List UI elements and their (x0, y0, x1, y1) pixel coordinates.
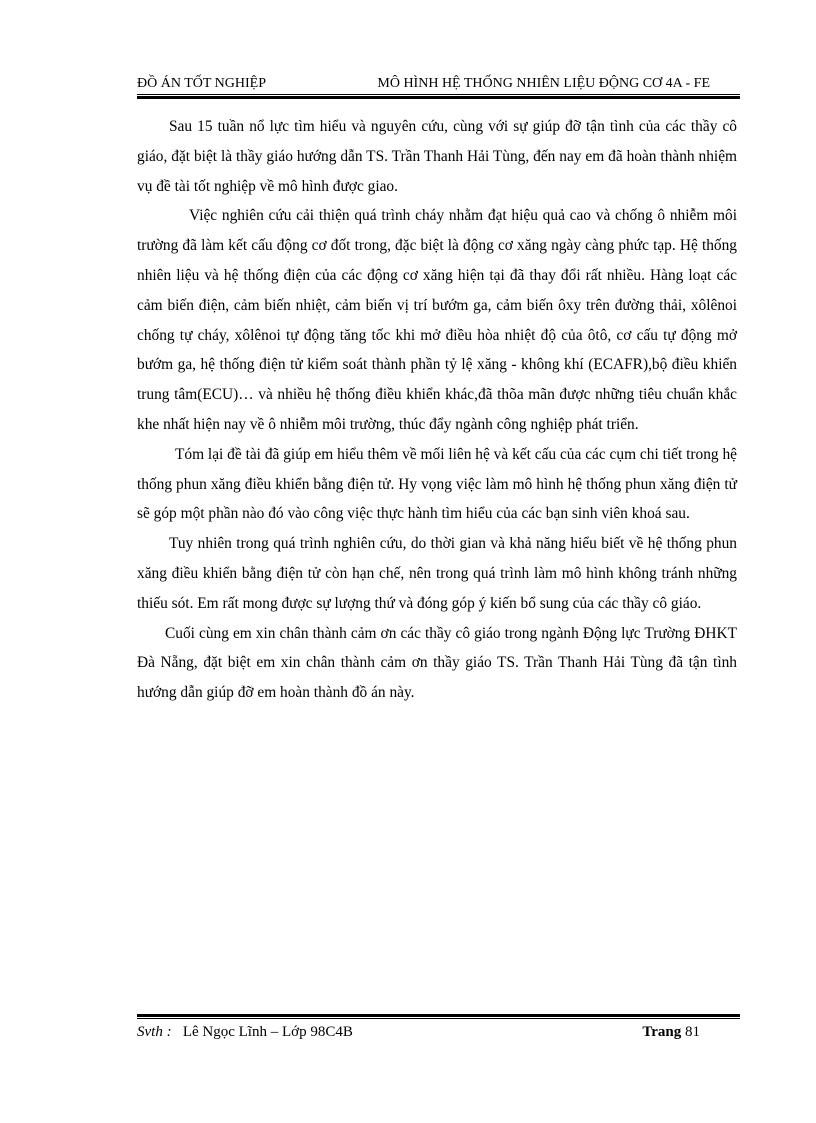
footer-rule-thick (137, 1014, 740, 1017)
footer-svth-label: Svth : (137, 1024, 172, 1040)
footer-rule-thin (137, 1018, 740, 1019)
footer-page-block (642, 1022, 700, 1042)
paragraph-3: Tóm lại đề tài đã giúp em hiểu thêm về mối liên hệ và kết cấu của các cụm chi tiết trong hệ thống phun xăng điều khiển bằng điện tử. Hy vọng việc làm mô hình hệ thống phun xăng điện tử sẽ góp một phần nào đó vào công việc thực hành tìm hiểu của các bạn sinh viên khoá sau. (137, 445, 737, 523)
paragraph-5: Cuối cùng em xin chân thành cảm ơn các thầy cô giáo trong ngành Động lực Trường ĐHKT Đà Nẵng, đặt biệt em xin chân thành cảm ơn thầy giáo TS. Trần Thanh Hải Tùng đã tận tình hướng dẫn giúp đỡ em hoàn thành đồ án này. (137, 624, 737, 702)
footer-page-number: 81 (685, 1024, 700, 1040)
header-thesis-title: MÔ HÌNH HỆ THỐNG NHIÊN LIỆU ĐỘNG CƠ 4A - FE (377, 76, 710, 91)
paragraph-2: Việc nghiên cứu cải thiện quá trình cháy nhằm đạt hiệu quả cao và chống ô nhiễm môi trường đã làm kết cấu động cơ đốt trong, đặc biệt là động cơ xăng ngày càng phức tạp. Hệ thống nhiên liệu và hệ thống điện của các động cơ xăng hiện tại đã thay đổi rất nhiều. Hàng loạt các cảm biến điện, cảm biến nhiệt, cảm biến vị trí bướm ga, cảm biến ôxy trên đường thải, xôlênoi chống tự cháy, xôlênoi tự động tăng tốc khi mở điều hòa nhiệt độ của ôtô, cơ cấu tự động mở bướm ga, hệ thống điện tử kiểm soát thành phần tỷ lệ xăng - không khí (ECAFR),bộ điều khiển trung tâm(ECU)… và nhiều hệ thống điều khiển khác,đã thõa mãn được những tiêu chuẩn khắc khe nhất hiện nay về ô nhiễm môi trường, thúc đẩy ngành công nghiệp phát triển. (137, 207, 737, 433)
header-rule-thin (137, 94, 740, 95)
header-rule-thick (137, 96, 740, 99)
footer-author-block (137, 1022, 353, 1042)
footer-author: Lê Ngọc Lĩnh – Lớp 98C4B (182, 1024, 353, 1040)
footer-page-label: Trang (642, 1024, 682, 1040)
page-header (137, 75, 740, 93)
paragraph-1: Sau 15 tuần nổ lực tìm hiểu và nguyên cứu, cùng với sự giúp đỡ tận tình của các thầy cô giáo, đặt biệt là thầy giáo hướng dẫn TS. Trần Thanh Hải Tùng, đến nay em đã hoàn thành nhiệm vụ đề tài tốt nghiệp về mô hình được giao. (137, 118, 737, 195)
page-footer (137, 1022, 740, 1042)
header-thesis-label: ĐỒ ÁN TỐT NGHIỆP (137, 76, 266, 91)
paragraph-4: Tuy nhiên trong quá trình nghiên cứu, do thời gian và khả năng hiểu biết về hệ thống phun xăng điều khiển bằng điện tử còn hạn chế, nên trong quá trình làm mô hình không tránh những thiếu sót. Em rất mong được sự lượng thứ và đóng góp ý kiến bổ sung của các thầy cô giáo. (137, 535, 737, 612)
document-body (137, 112, 737, 708)
